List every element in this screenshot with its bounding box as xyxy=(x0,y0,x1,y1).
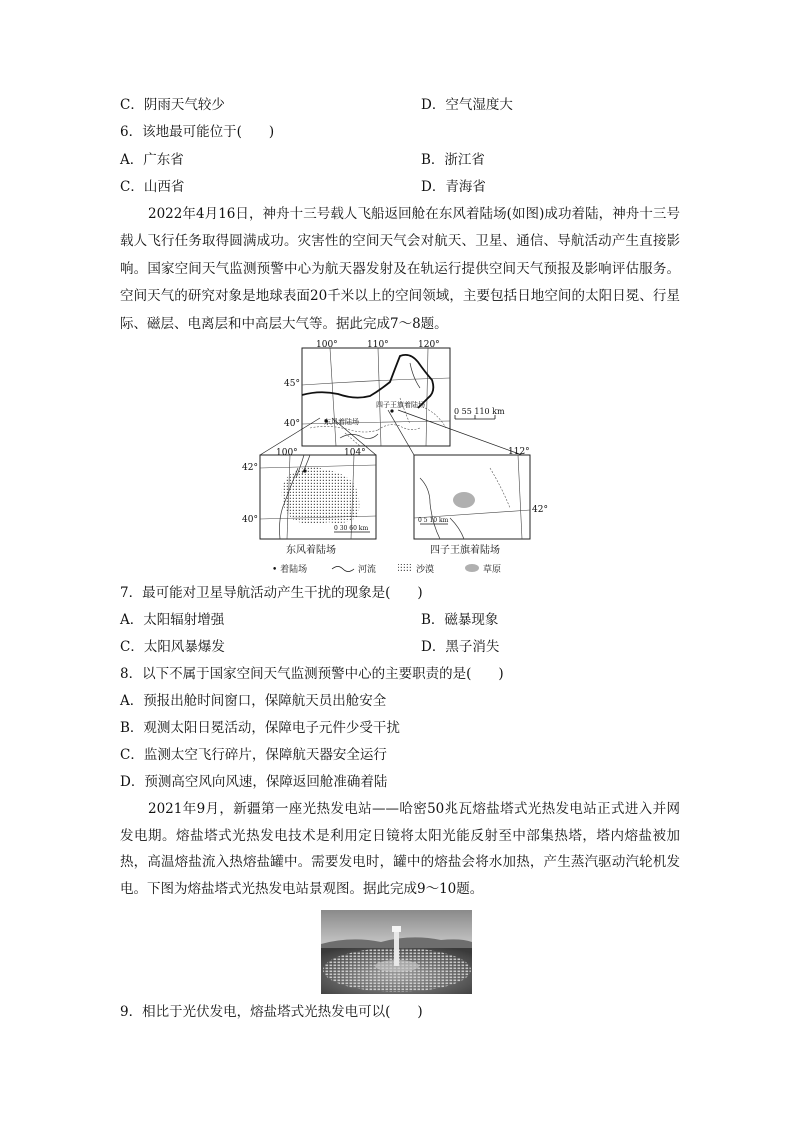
landing-site-map xyxy=(242,338,550,578)
q8-option-b: B．观测太阳日冕活动，保障电子元件少受干扰 xyxy=(120,720,400,736)
map-legend xyxy=(272,563,501,575)
caption-dongfeng: 东风着陆场 xyxy=(286,545,336,556)
legend-grass-symbol xyxy=(465,564,479,572)
q7-option-b: B．磁暴现象 xyxy=(421,612,499,628)
q6-option-c: C．山西省 xyxy=(120,179,185,195)
q7-option-c: C．太阳风暴爆发 xyxy=(120,639,225,655)
map-label-siziwang: 四子王旗着陆场 xyxy=(376,401,425,409)
inset1-lat-40: 40° xyxy=(242,515,258,525)
q6-stem: 6．该地最可能位于( ) xyxy=(120,124,275,140)
lon-label-100: 100° xyxy=(316,340,338,350)
inset1-lon-100: 100° xyxy=(276,448,298,458)
legend-grass: 草原 xyxy=(483,565,502,575)
q6-option-b: B．浙江省 xyxy=(421,152,485,168)
legend-site: • 着陆场 xyxy=(272,565,308,575)
inset2-lon-112: 112° xyxy=(508,447,530,457)
receiver-tower xyxy=(394,928,399,966)
q6-option-a: A．广东省 xyxy=(120,152,184,168)
inset1-scale-label: 0 30 60 km xyxy=(334,525,369,532)
lon-label-120: 120° xyxy=(418,340,440,350)
grassland-area xyxy=(453,492,475,508)
legend-desert-symbol xyxy=(398,564,412,572)
passage-shenzhou: 2022年4月16日，神舟十三号载人飞船返回舱在东风着陆场(如图)成功着陆，神舟十三号载人飞行任务取得圆满成功。灾害性的空间天气会对航天、卫星、通信、导航活动产生直接影响。国家空间天气监测预警中心为航天器发射及在轨运行提供空间天气预报及影响评估服务。空间天气的研究对象是地球表面20千米以上的空间领域，主要包括日地空间的太阳日冕、行星际、磁层、电离层和中高层大气等。据此完成7～8题。 xyxy=(120,206,680,332)
siziwang-site-marker xyxy=(390,409,393,412)
map-label-dongfeng: 东风着陆场 xyxy=(324,418,359,426)
q6-option-d: D．青海省 xyxy=(421,179,486,195)
q8-option-a: A．预报出舱时间窗口，保障航天员出舱安全 xyxy=(120,693,387,709)
legend-river: 河流 xyxy=(358,565,377,575)
lat-label-40: 40° xyxy=(284,419,300,429)
q5-option-d: D．空气湿度大 xyxy=(421,97,513,113)
main-scale-bar xyxy=(454,407,505,419)
dongfeng-inset-marker xyxy=(303,469,306,472)
main-scale-label: 0 55 110 km xyxy=(454,407,505,416)
q7-option-a: A．太阳辐射增强 xyxy=(120,612,225,628)
solar-plant-photo xyxy=(321,910,472,994)
lat-label-45: 45° xyxy=(284,379,300,389)
legend-river-symbol xyxy=(332,567,354,572)
passage-solar-thermal: 2021年9月，新疆第一座光热发电站——哈密50兆瓦熔盐塔式光热发电站正式进入并网发电期。熔盐塔式光热发电技术是利用定日镜将太阳光能反射至中部集热塔，塔内熔盐被加热，高温熔盐流入热熔盐罐中。需要发电时，罐中的熔盐会将水加热，产生蒸汽驱动汽轮机发电。下图为熔盐塔式光热发电站景观图。据此完成9～10题。 xyxy=(120,801,680,897)
q8-option-d: D．预测高空风向风速，保障返回舱准确着陆 xyxy=(120,774,388,790)
legend-desert: 沙漠 xyxy=(416,565,435,575)
q7-option-d: D．黑子消失 xyxy=(421,639,500,655)
q7-stem: 7．最可能对卫星导航活动产生干扰的现象是( ) xyxy=(120,585,423,601)
inset1-scale-bar xyxy=(334,525,370,532)
caption-siziwang: 四子王旗着陆场 xyxy=(430,545,500,556)
inset1-lon-104: 104° xyxy=(344,448,366,458)
q8-stem: 8．以下不属于国家空间天气监测预警中心的主要职责的是( ) xyxy=(120,666,504,682)
lon-label-110: 110° xyxy=(367,340,389,350)
inset2-scale-bar xyxy=(418,517,449,524)
inset2-scale-label: 0 5 10 km xyxy=(418,517,449,524)
q5-option-c: C．阴雨天气较少 xyxy=(120,97,225,113)
q8-option-c: C．监测太空飞行碎片，保障航天器安全运行 xyxy=(120,747,387,763)
q9-stem: 9．相比于光伏发电，熔盐塔式光热发电可以( ) xyxy=(120,1004,423,1020)
inset1-lat-42: 42° xyxy=(242,463,258,473)
inset2-lat-42: 42° xyxy=(532,505,548,515)
